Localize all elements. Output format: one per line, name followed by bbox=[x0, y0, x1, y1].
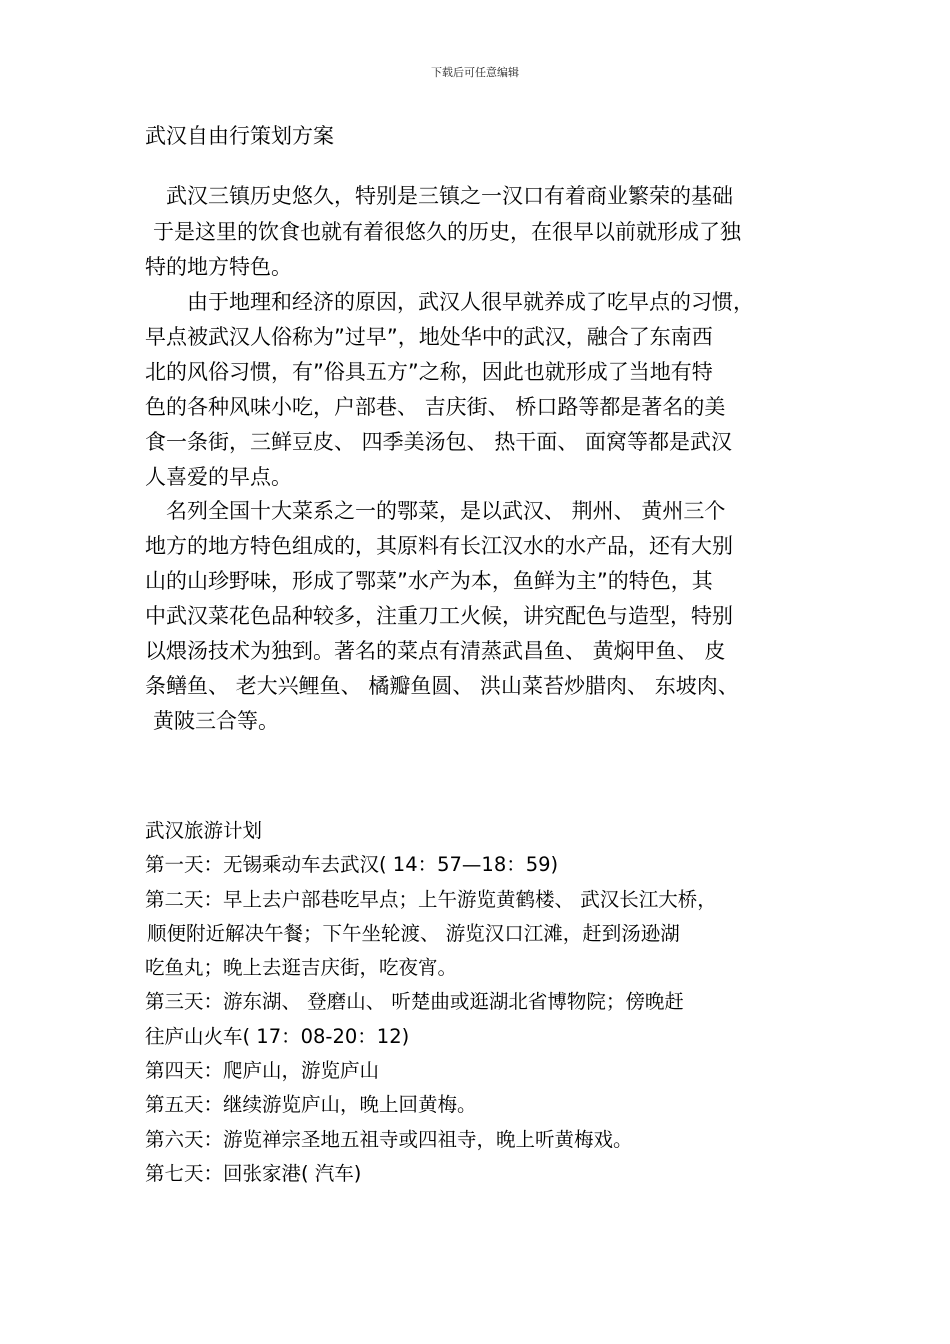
plan-line: 第六天：游览禅宗圣地五祖寺或四祖寺，晚上听黄梅戏。 bbox=[145, 1128, 633, 1151]
page-header-note: 下载后可任意编辑 bbox=[431, 66, 519, 79]
plan-title: 武汉旅游计划 bbox=[145, 819, 263, 842]
plan-line: 第四天：爬庐山，游览庐山 bbox=[145, 1059, 380, 1082]
body-line: 中武汉菜花色品种较多，注重刀工火候，讲究配色与造型，特别 bbox=[145, 604, 733, 628]
body-line: 食一条街，三鲜豆皮、 四季美汤包、 热干面、 面窝等都是武汉 bbox=[145, 430, 733, 454]
document-title: 武汉自由行策划方案 bbox=[145, 124, 334, 148]
plan-line: 第二天：早上去户部巷吃早点；上午游览黄鹤楼、 武汉长江大桥， bbox=[145, 888, 717, 911]
body-line: 地方的地方特色组成的，其原料有长江汉水的水产品，还有大别 bbox=[145, 534, 733, 558]
plan-line: 第五天：继续游览庐山，晚上回黄梅。 bbox=[145, 1093, 477, 1116]
body-line: 特的地方特色。 bbox=[145, 255, 292, 279]
body-line: 由于地理和经济的原因，武汉人很早就养成了吃早点的习惯， bbox=[145, 290, 754, 314]
body-line: 以煨汤技术为独到。著名的菜点有清蒸武昌鱼、 黄焖甲鱼、 皮 bbox=[145, 639, 726, 663]
body-line: 早点被武汉人俗称为”过早”，地处华中的武汉，融合了东南西 bbox=[145, 325, 713, 349]
plan-line: 第三天：游东湖、 登磨山、 听楚曲或逛湖北省博物院；傍晚赶 bbox=[145, 990, 684, 1013]
body-line: 名列全国十大菜系之一的鄂菜，是以武汉、 荆州、 黄州三个 bbox=[145, 499, 726, 523]
plan-line: 往庐山火车( 17：08-20：12) bbox=[145, 1025, 410, 1048]
body-line: 人喜爱的早点。 bbox=[145, 465, 292, 489]
plan-line: 顺便附近解决午餐；下午坐轮渡、 游览汉口江滩，赶到汤逊湖 bbox=[147, 922, 680, 945]
plan-line: 吃鱼丸；晚上去逛吉庆街，吃夜宵。 bbox=[145, 956, 458, 979]
body-line: 北的风俗习惯，有”俗具五方”之称，因此也就形成了当地有特 bbox=[145, 360, 713, 384]
body-line: 黄陂三合等。 bbox=[153, 709, 279, 733]
plan-line: 第七天：回张家港( 汽车) bbox=[145, 1162, 362, 1185]
body-line: 条鳝鱼、 老大兴鲤鱼、 橘瓣鱼圆、 洪山菜苔炒腊肉、 东坡肉、 bbox=[145, 674, 739, 698]
body-line: 武汉三镇历史悠久，特别是三镇之一汉口有着商业繁荣的基础 bbox=[145, 184, 733, 208]
body-line: 山的山珍野味，形成了鄂菜”水产为本，鱼鲜为主”的特色，其 bbox=[145, 569, 713, 593]
body-line: 于是这里的饮食也就有着很悠久的历史，在很早以前就形成了独 bbox=[153, 220, 741, 244]
body-line: 色的各种风味小吃，户部巷、 吉庆街、 桥口路等都是著名的美 bbox=[145, 395, 726, 419]
plan-line: 第一天：无锡乘动车去武汉( 14：57—18：59) bbox=[145, 853, 559, 876]
